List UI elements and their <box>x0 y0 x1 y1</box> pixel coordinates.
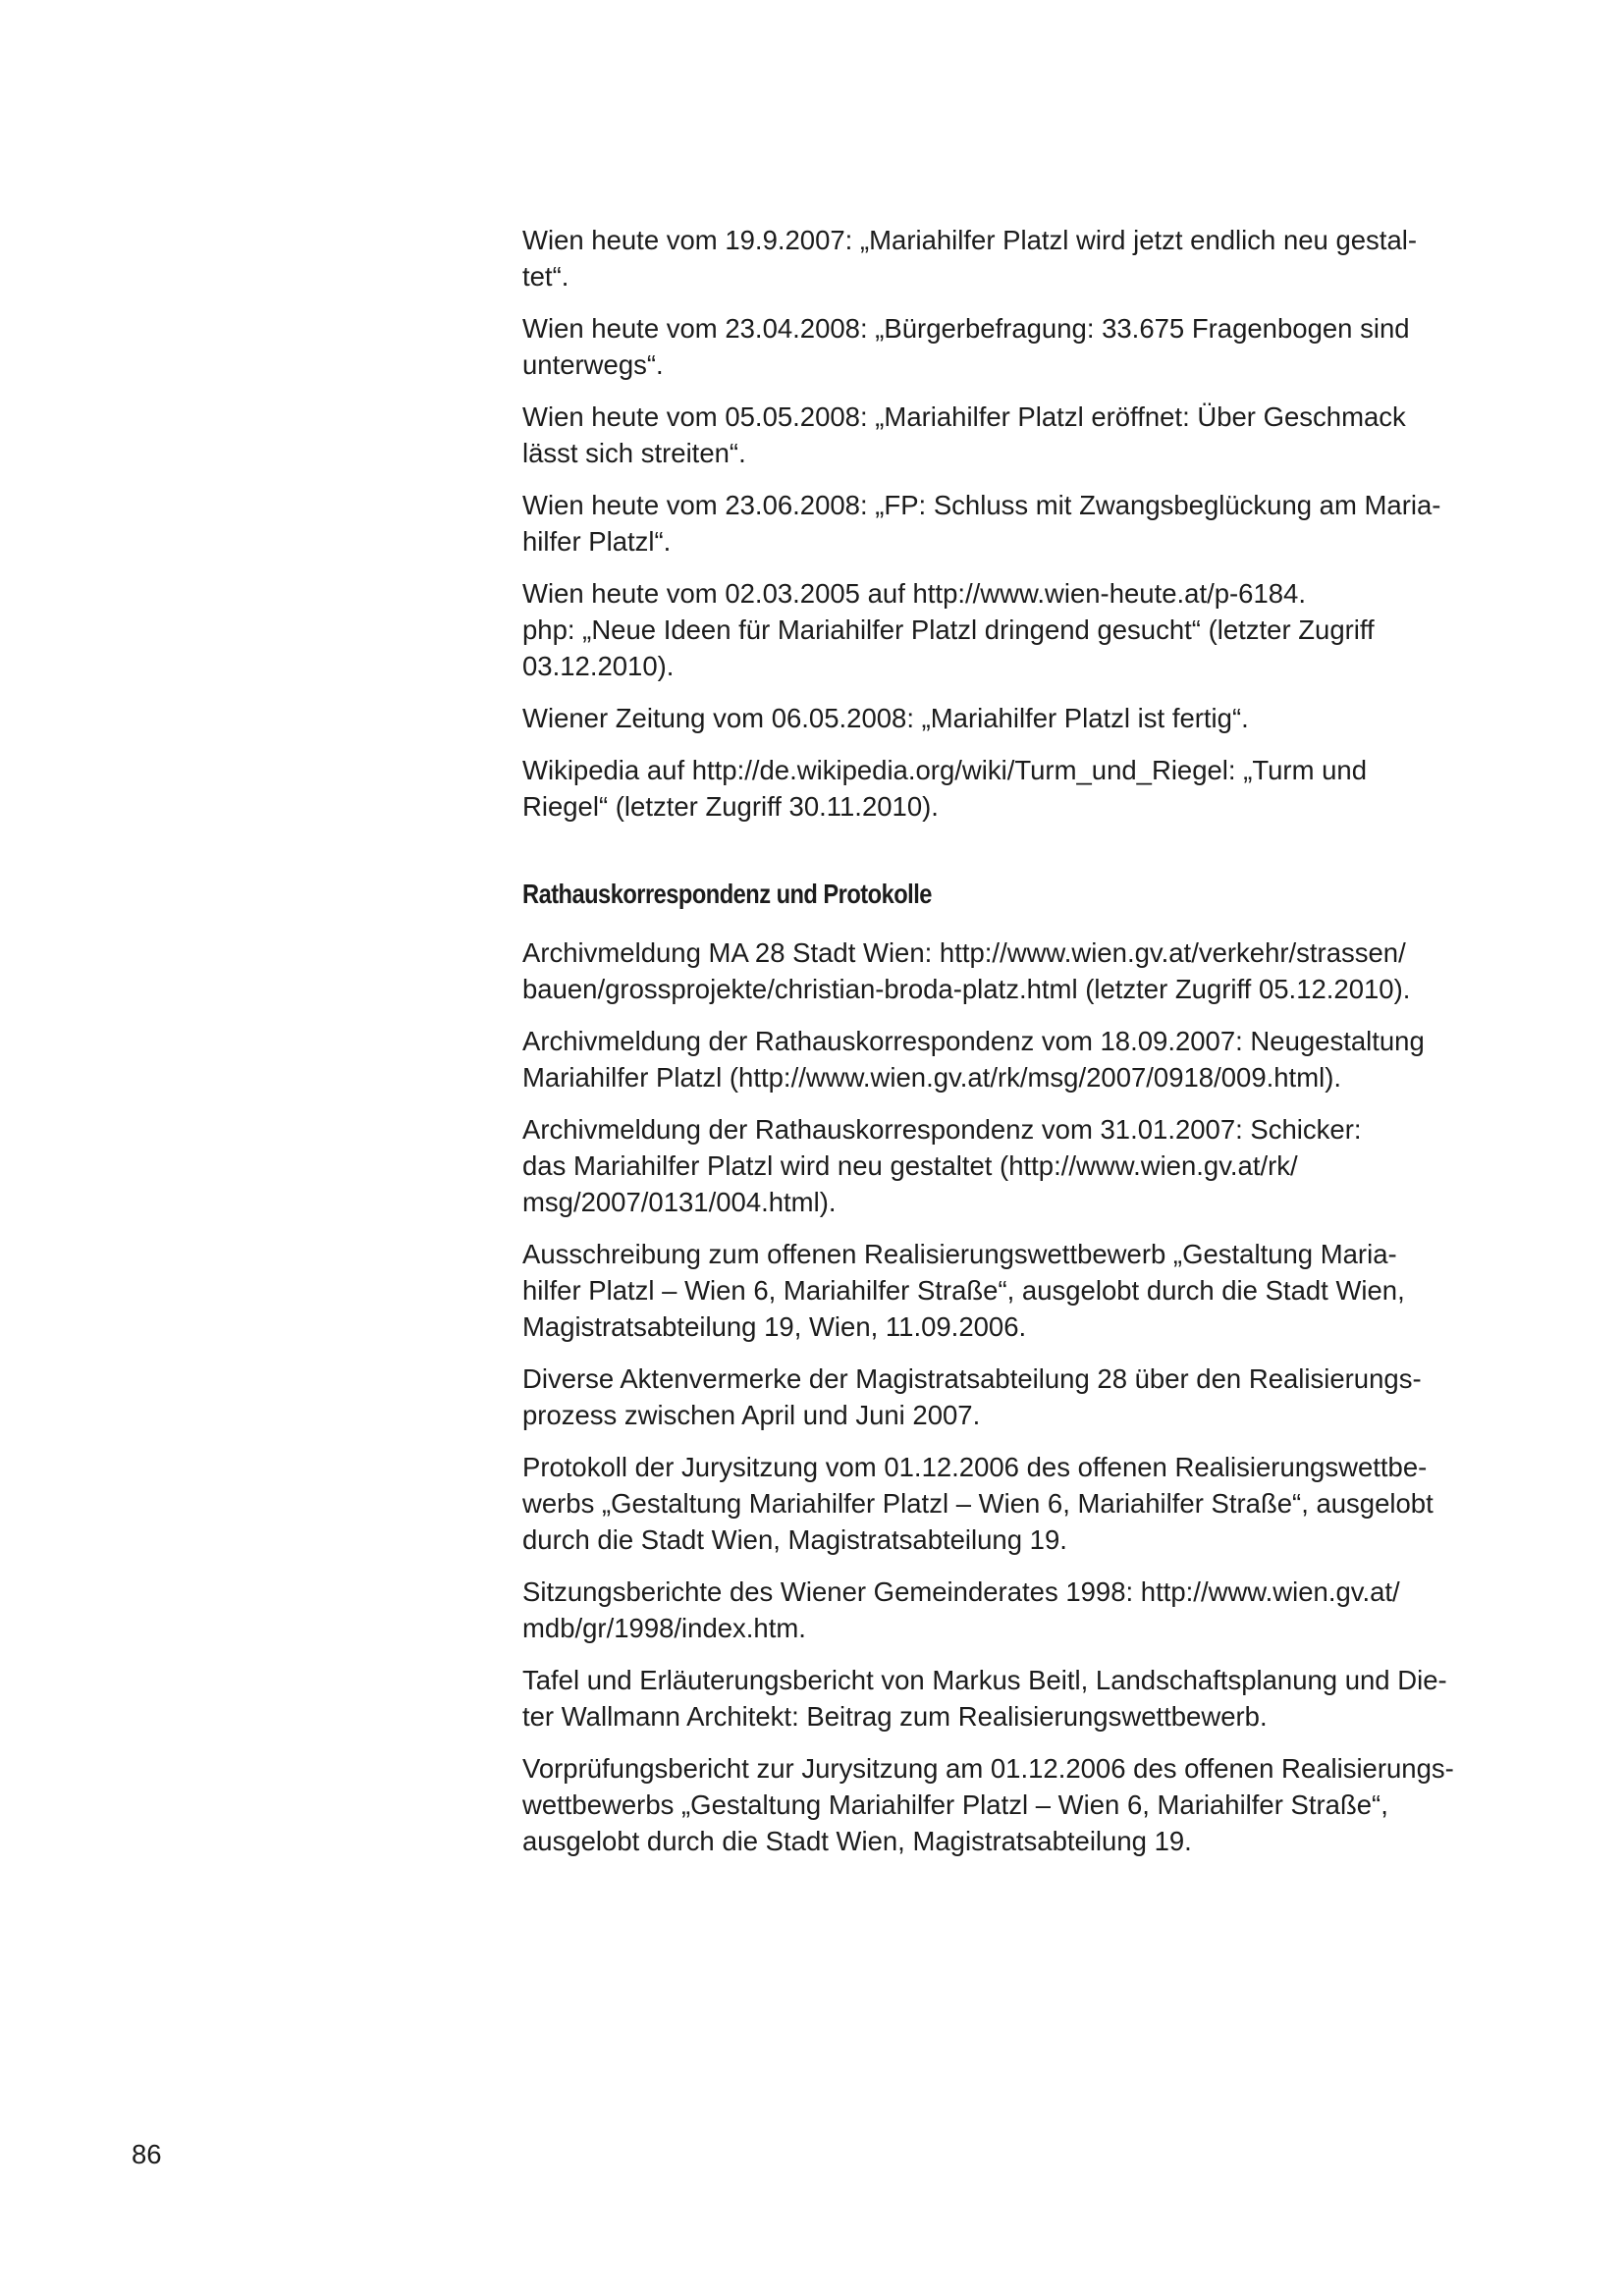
reference-entry: Wien heute vom 02.03.2005 auf http://www.wien-heute.at/p-6184. php: „Neue Ideen für Mariahilfer Platzl dringend gesucht“ (letzter Zugriff 03.12.2010). <box>522 578 1375 681</box>
reference-entry: Tafel und Erläuterungsbericht von Markus Beitl, Landschaftsplanung und Die- ter Wallmann Architekt: Beitrag zum Realisierungswettbewerb. <box>522 1665 1447 1732</box>
reference-entry: Vorprüfungsbericht zur Jurysitzung am 01.12.2006 des offenen Realisierungs- wettbewerbs „Gestaltung Mariahilfer Platzl – Wien 6, Mariahilfer Straße“, ausgelobt durch die Stadt Wien, Magistratsabteilung 19. <box>522 1753 1454 1856</box>
reference-entry: Archivmeldung der Rathauskorrespondenz vom 18.09.2007: Neugestaltung Mariahilfer Platzl (http://www.wien.gv.at/rk/msg/2007/0918/009.html). <box>522 1026 1425 1093</box>
page-number: 86 <box>132 2139 162 2169</box>
reference-entry: Archivmeldung der Rathauskorrespondenz vom 31.01.2007: Schicker: das Mariahilfer Platzl wird neu gestaltet (http://www.wien.gv.at/rk/ msg/2007/0131/004.html). <box>522 1114 1362 1217</box>
reference-list <box>522 222 1461 1875</box>
reference-entry: Archivmeldung MA 28 Stadt Wien: http://www.wien.gv.at/verkehr/strassen/ bauen/grossprojekte/christian-broda-platz.html (letzter Zugriff 05.12.2010). <box>522 937 1411 1004</box>
reference-entry: Diverse Aktenvermerke der Magistratsabteilung 28 über den Realisierungs- prozess zwischen April und Juni 2007. <box>522 1363 1422 1430</box>
reference-entry: Wien heute vom 19.9.2007: „Mariahilfer Platzl wird jetzt endlich neu gestal- tet“. <box>522 225 1418 292</box>
reference-entry: Protokoll der Jurysitzung vom 01.12.2006 des offenen Realisierungswettbe- werbs „Gestaltung Mariahilfer Platzl – Wien 6, Mariahilfer Straße“, ausgelobt durch die Stadt Wien, Magistratsabteilung 19. <box>522 1452 1434 1555</box>
reference-entry: Wien heute vom 23.04.2008: „Bürgerbefragung: 33.675 Fragenbogen sind unterwegs“. <box>522 313 1410 380</box>
reference-entry: Wien heute vom 05.05.2008: „Mariahilfer Platzl eröffnet: Über Geschmack lässt sich streiten“. <box>522 401 1406 468</box>
reference-entry: Wiener Zeitung vom 06.05.2008: „Mariahilfer Platzl ist fertig“. <box>522 703 1249 733</box>
reference-entry: Ausschreibung zum offenen Realisierungswettbewerb „Gestaltung Maria- hilfer Platzl – Wien 6, Mariahilfer Straße“, ausgelobt durch die Stadt Wien, Magistratsabteilung 19, Wien, 11.09.2006. <box>522 1239 1405 1342</box>
reference-entry: Wikipedia auf http://de.wikipedia.org/wiki/Turm_und_Riegel: „Turm und Riegel“ (letzter Zugriff 30.11.2010). <box>522 755 1368 822</box>
reference-entry: Wien heute vom 23.06.2008: „FP: Schluss mit Zwangsbeglückung am Maria- hilfer Platzl“. <box>522 490 1441 557</box>
section-heading: Rathauskorrespondenz und Protokolle <box>522 879 932 909</box>
reference-entry: Sitzungsberichte des Wiener Gemeinderates 1998: http://www.wien.gv.at/ mdb/gr/1998/index.htm. <box>522 1576 1400 1643</box>
